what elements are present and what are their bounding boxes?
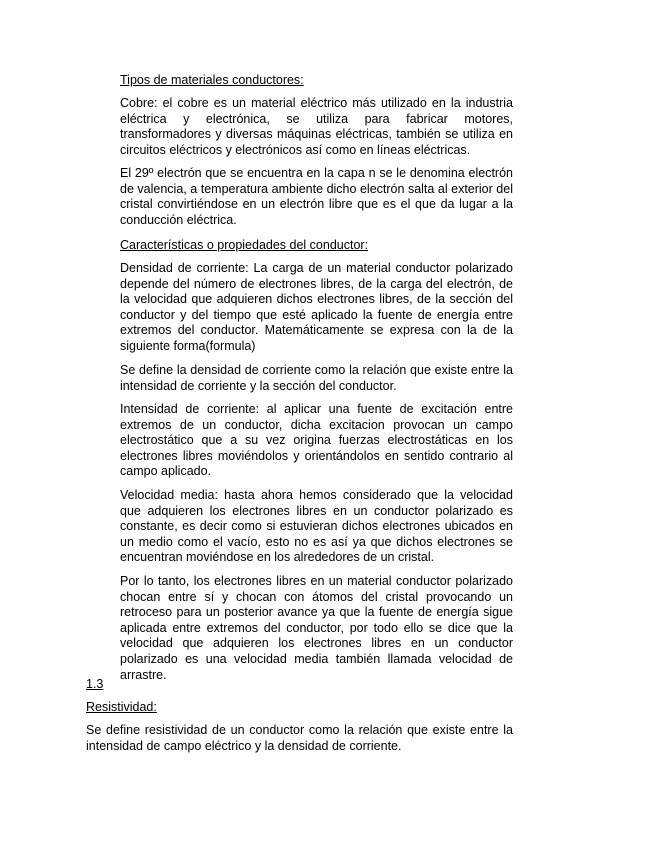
heading-resistividad: Resistividad:: [86, 700, 157, 714]
paragraph-resistividad: Se define resistividad de un conductor como la relación que existe entre la intensidad de campo eléctrico y la densidad de corriente.: [86, 723, 513, 753]
paragraph-densidad-corriente: Densidad de corriente: La carga de un material conductor polarizado depende del número de electrones libres, de la carga del electrón, de la velocidad que adquieren dichos electrones libres, de la sección del conductor y del tiempo que esté aplicado la fuente de energía entre extremos del conductor. Matemáticamente se expresa con la de la siguiente forma(formula): [120, 261, 513, 353]
section-number: 1.3: [86, 677, 104, 691]
paragraph-electron-valencia: El 29º electrón que se encuentra en la capa n se le denomina electrón de valencia, a temperatura ambiente dicho electrón salta al exterior del cristal convirtiéndose en un electrón libre que es el que da lugar a la conducción eléctrica.: [120, 166, 513, 227]
paragraph-intensidad-corriente: Intensidad de corriente: al aplicar una fuente de excitación entre extremos de un conductor, dicha excitacion provocan un campo electrostático que a su vez origina fuerzas electrostáticas en los electrones libres moviéndolos y orientándolos en sentido contrario al campo aplicado.: [120, 402, 513, 479]
paragraph-velocidad-media: Velocidad media: hasta ahora hemos considerado que la velocidad que adquieren los electrones libres en un conductor polarizado es constante, es decir como si estuvieran dichos electrones ubicados en un medio como el vacío, esto no es así ya que dichos electrones se encuentran moviéndose en los alrededores de un cristal.: [120, 488, 513, 565]
paragraph-cobre: Cobre: el cobre es un material eléctrico más utilizado en la industria eléctrica y electrónica, se utiliza para fabricar motores, transformadores y diversas máquinas eléctricas, también se utiliza en circuitos eléctricos y electrónicos así como en líneas eléctricas.: [120, 96, 513, 157]
heading-tipos-materiales: Tipos de materiales conductores:: [120, 73, 304, 87]
paragraph-define-densidad: Se define la densidad de corriente como la relación que existe entre la intensidad de corriente y la sección del conductor.: [120, 363, 513, 393]
paragraph-por-lo-tanto: Por lo tanto, los electrones libres en un material conductor polarizado chocan entre sí y chocan con átomos del cristal provocando un retroceso para un posterior avance ya que la fuente de energía sigue aplicada entre extremos del conductor, por todo ello se dice que la velocidad que adquieren los electrones libres en un conductor polarizado es una velocidad media también llamada velocidad de arrastre.: [120, 574, 513, 682]
heading-caracteristicas: Características o propiedades del conductor:: [120, 238, 369, 252]
